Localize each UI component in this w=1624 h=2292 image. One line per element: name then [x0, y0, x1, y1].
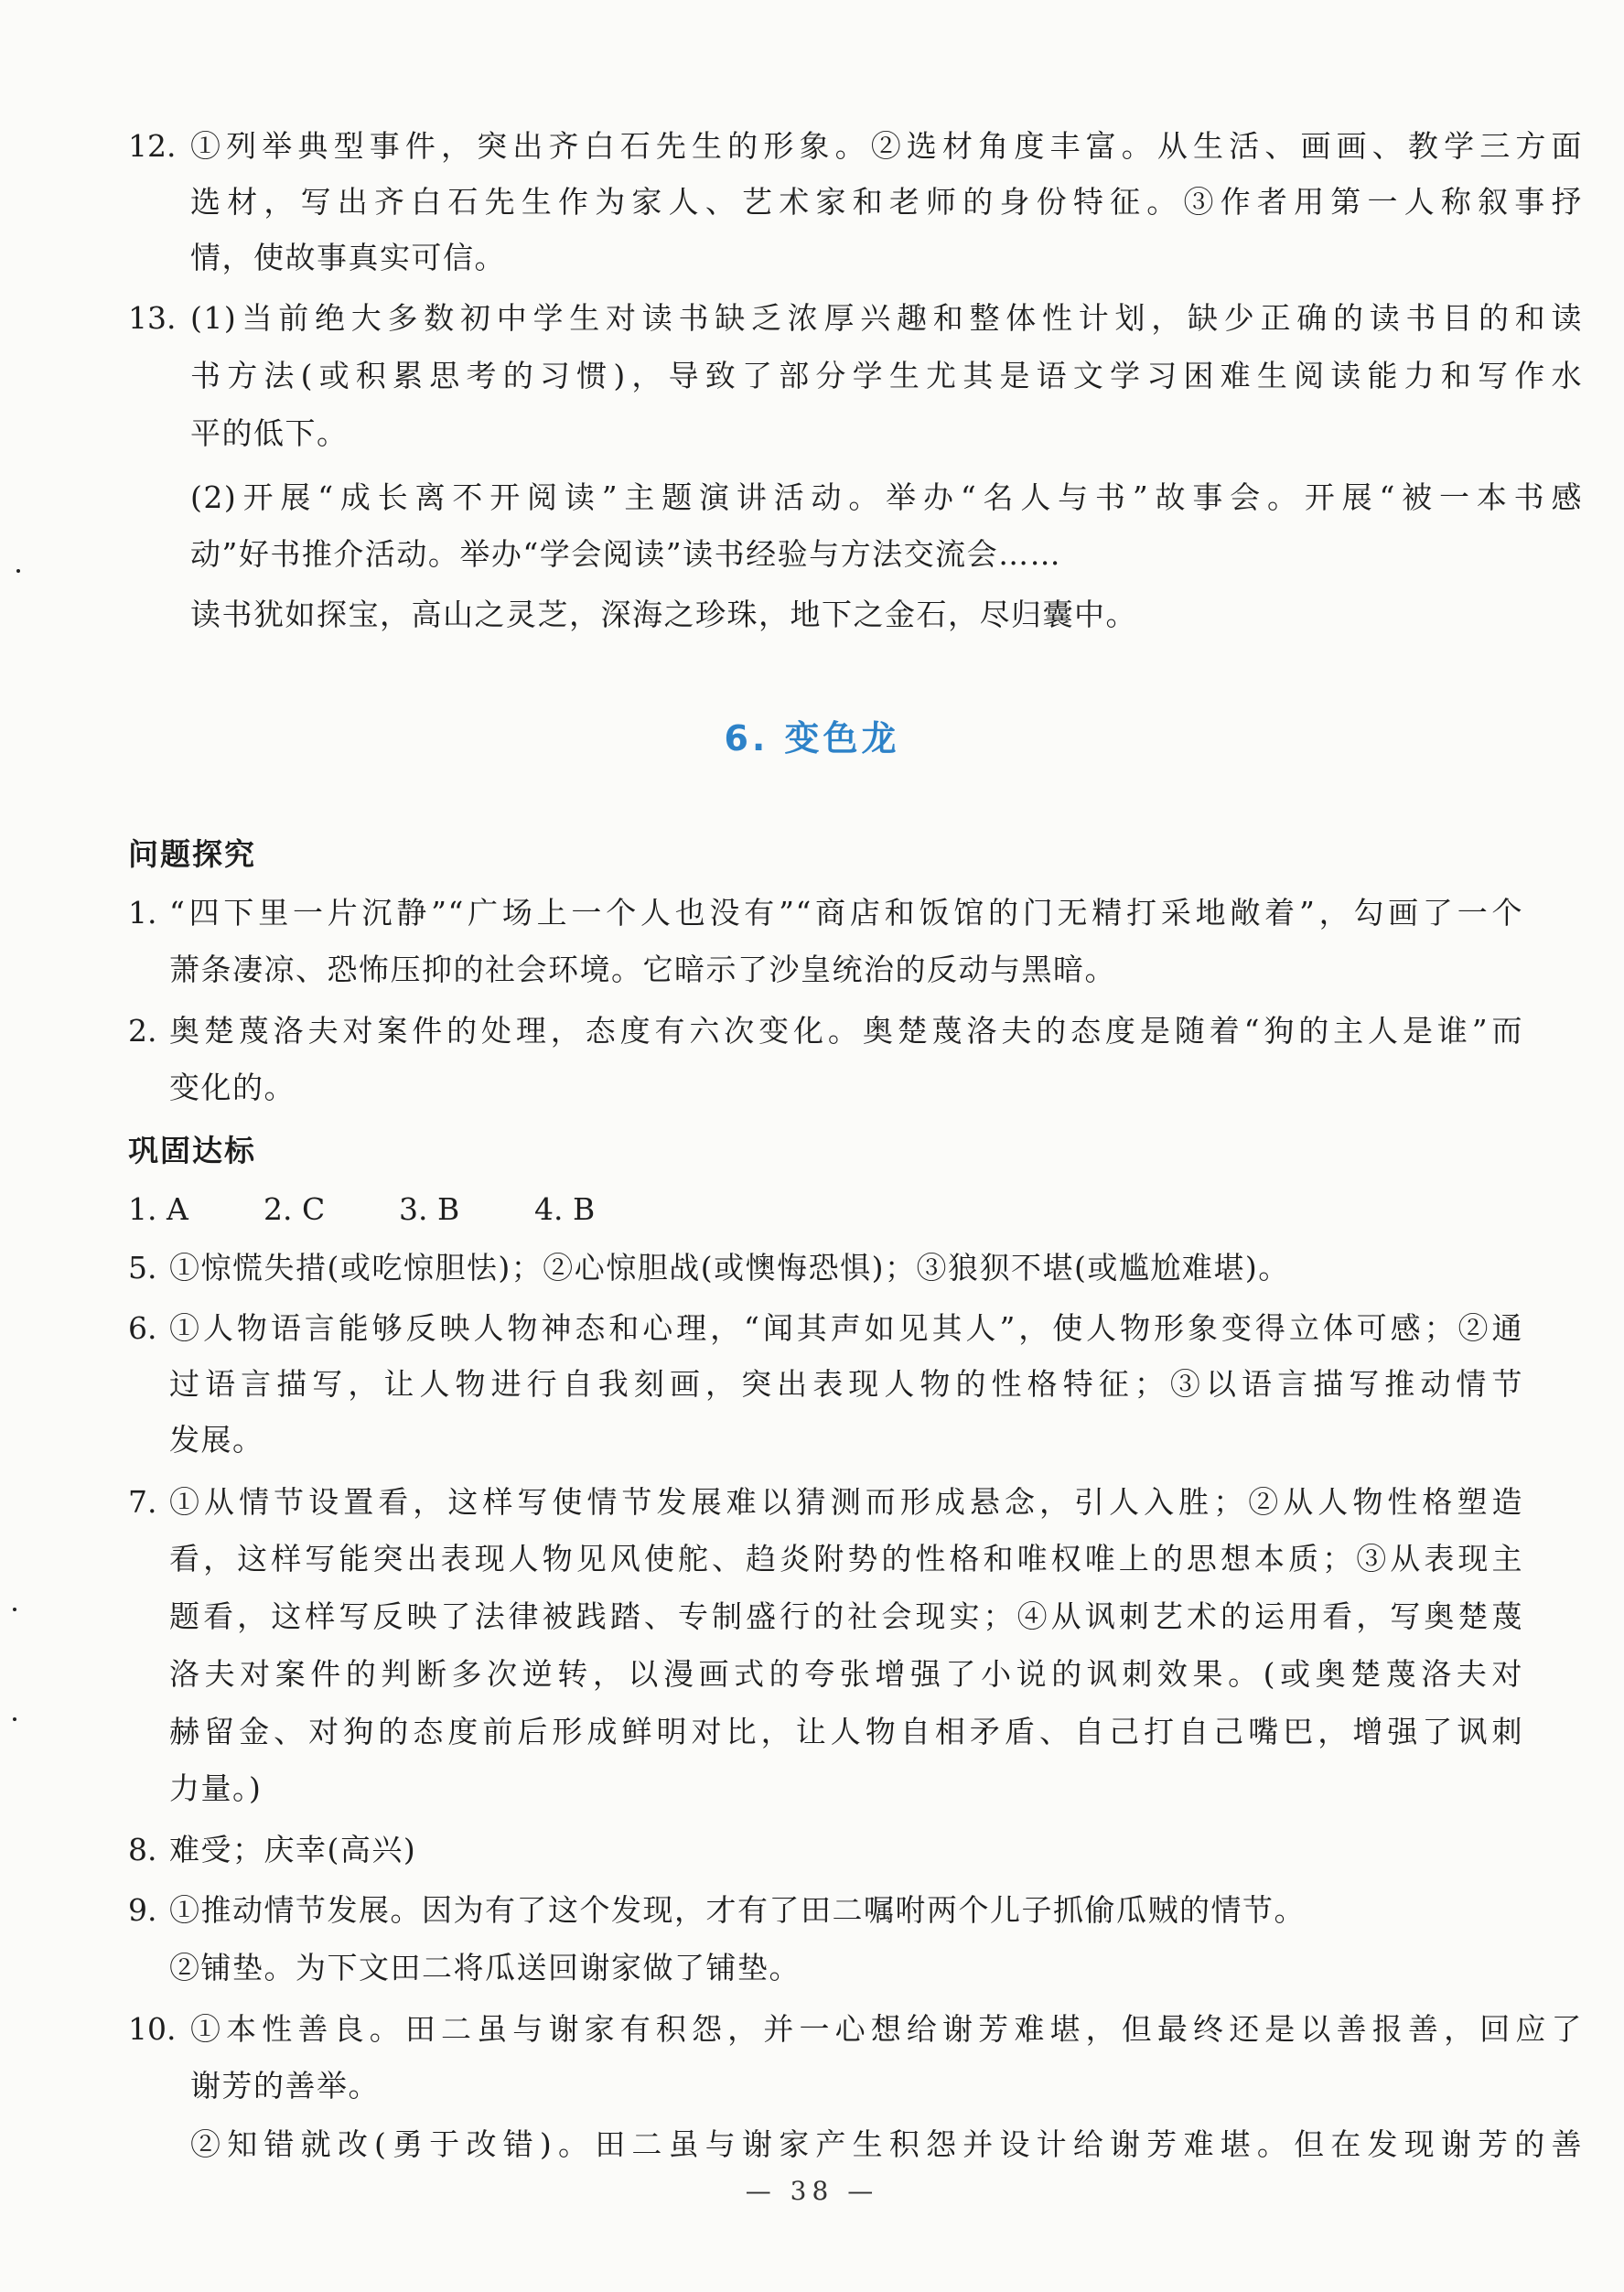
page-number: — 38 —	[745, 2176, 879, 2206]
answer-line: ①列举典型事件，突出齐白石先生的形象。②选材角度丰富。从生活、画画、教学三方面	[190, 128, 1583, 164]
item-number: 12.	[128, 128, 177, 164]
answer-line: ①本性善良。田二虽与谢家有积怨，并一心想给谢芳难堪，但最终还是以善报善，回应了	[190, 2011, 1583, 2047]
answer-line: 平的低下。	[190, 415, 349, 451]
answer-line: 变化的。	[169, 1070, 296, 1105]
answer-line: 情，使故事真实可信。	[190, 240, 506, 275]
answer-line: ②铺垫。为下文田二将瓜送回谢家做了铺垫。	[169, 1950, 801, 1985]
section-heading: 巩固达标	[128, 1133, 256, 1168]
answer-line: 过语言描写，让人物进行自我刻画，突出表现人物的性格特征；③以语言描写推动情节	[169, 1366, 1523, 1402]
answer-line: 谢芳的善举。	[190, 2068, 380, 2104]
chapter-title: 6. 变色龙	[724, 718, 900, 759]
answer-line: 书方法(或积累思考的习惯)，导致了部分学生尤其是语文学习困难生阅读能力和写作水	[190, 358, 1583, 393]
section-heading: 问题探究	[128, 836, 256, 872]
answer-line: (2)开展“成长离不开阅读”主题演讲活动。举办“名人与书”故事会。开展“被一本书感	[190, 479, 1583, 515]
answer-line: 力量。)	[169, 1770, 263, 1806]
answer-line: 萧条凄凉、恐怖压抑的社会环境。它暗示了沙皇统治的反动与黑暗。	[169, 952, 1116, 987]
answer-line: 读书犹如探宝，高山之灵芝，深海之珍珠，地下之金石，尽归囊中。	[190, 597, 1137, 632]
scan-speck	[13, 1608, 16, 1611]
scan-speck	[16, 569, 20, 573]
answer-line: ①推动情节发展。因为有了这个发现，才有了田二嘱咐两个儿子抓偷瓜贼的情节。	[169, 1892, 1306, 1928]
answer-line: “四下里一片沉静”“广场上一个人也没有”“商店和饭馆的门无精打采地敞着”，勾画了一个	[169, 895, 1523, 931]
item-number: 5.	[128, 1250, 157, 1286]
mcq-answer: 3. B	[399, 1191, 460, 1227]
answer-line: 奥楚蔑洛夫对案件的处理，态度有六次变化。奥楚蔑洛夫的态度是随着“狗的主人是谁”而	[169, 1013, 1523, 1049]
item-number: 2.	[128, 1013, 157, 1049]
item-number: 8.	[128, 1832, 157, 1867]
scan-speck	[13, 1717, 16, 1721]
mcq-answer: 1. A	[128, 1191, 188, 1227]
answer-line: 难受；庆幸(高兴)	[169, 1832, 417, 1867]
item-number: 7.	[128, 1484, 157, 1520]
answer-line: 动”好书推介活动。举办“学会阅读”读书经验与方法交流会……	[190, 536, 1062, 572]
answer-line: 洛夫对案件的判断多次逆转，以漫画式的夸张增强了小说的讽刺效果。(或奥楚蔑洛夫对	[169, 1656, 1523, 1692]
answer-line: 选材，写出齐白石先生作为家人、艺术家和老师的身份特征。③作者用第一人称叙事抒	[190, 184, 1583, 220]
item-number: 13.	[128, 300, 177, 336]
answer-line: ②知错就改(勇于改错)。田二虽与谢家产生积怨并设计给谢芳难堪。但在发现谢芳的善	[190, 2126, 1583, 2162]
item-number: 6.	[128, 1310, 157, 1346]
answer-line: 看，这样写能突出表现人物见风使舵、趋炎附势的性格和唯权唯上的思想本质；③从表现主	[169, 1541, 1523, 1576]
item-number: 1.	[128, 895, 157, 931]
answer-line: (1)当前绝大多数初中学生对读书缺乏浓厚兴趣和整体性计划，缺少正确的读书目的和读	[190, 300, 1583, 336]
answer-line: ①惊慌失措(或吃惊胆怯)；②心惊胆战(或懊悔恐惧)；③狼狈不堪(或尴尬难堪)。	[169, 1250, 1290, 1286]
answer-line: 发展。	[169, 1422, 264, 1458]
answer-line: 题看，这样写反映了法律被践踏、专制盛行的社会现实；④从讽刺艺术的运用看，写奥楚蔑	[169, 1598, 1523, 1634]
item-number: 9.	[128, 1892, 157, 1928]
answer-line: 赫留金、对狗的态度前后形成鲜明对比，让人物自相矛盾、自己打自己嘴巴，增强了讽刺	[169, 1714, 1523, 1749]
mcq-answer: 4. B	[534, 1191, 596, 1227]
answer-line: ①从情节设置看，这样写使情节发展难以猜测而形成悬念，引人入胜；②从人物性格塑造	[169, 1484, 1523, 1520]
answer-line: ①人物语言能够反映人物神态和心理，“闻其声如见其人”，使人物形象变得立体可感；②通	[169, 1310, 1523, 1346]
mcq-answer: 2. C	[263, 1191, 326, 1227]
item-number: 10.	[128, 2011, 177, 2047]
